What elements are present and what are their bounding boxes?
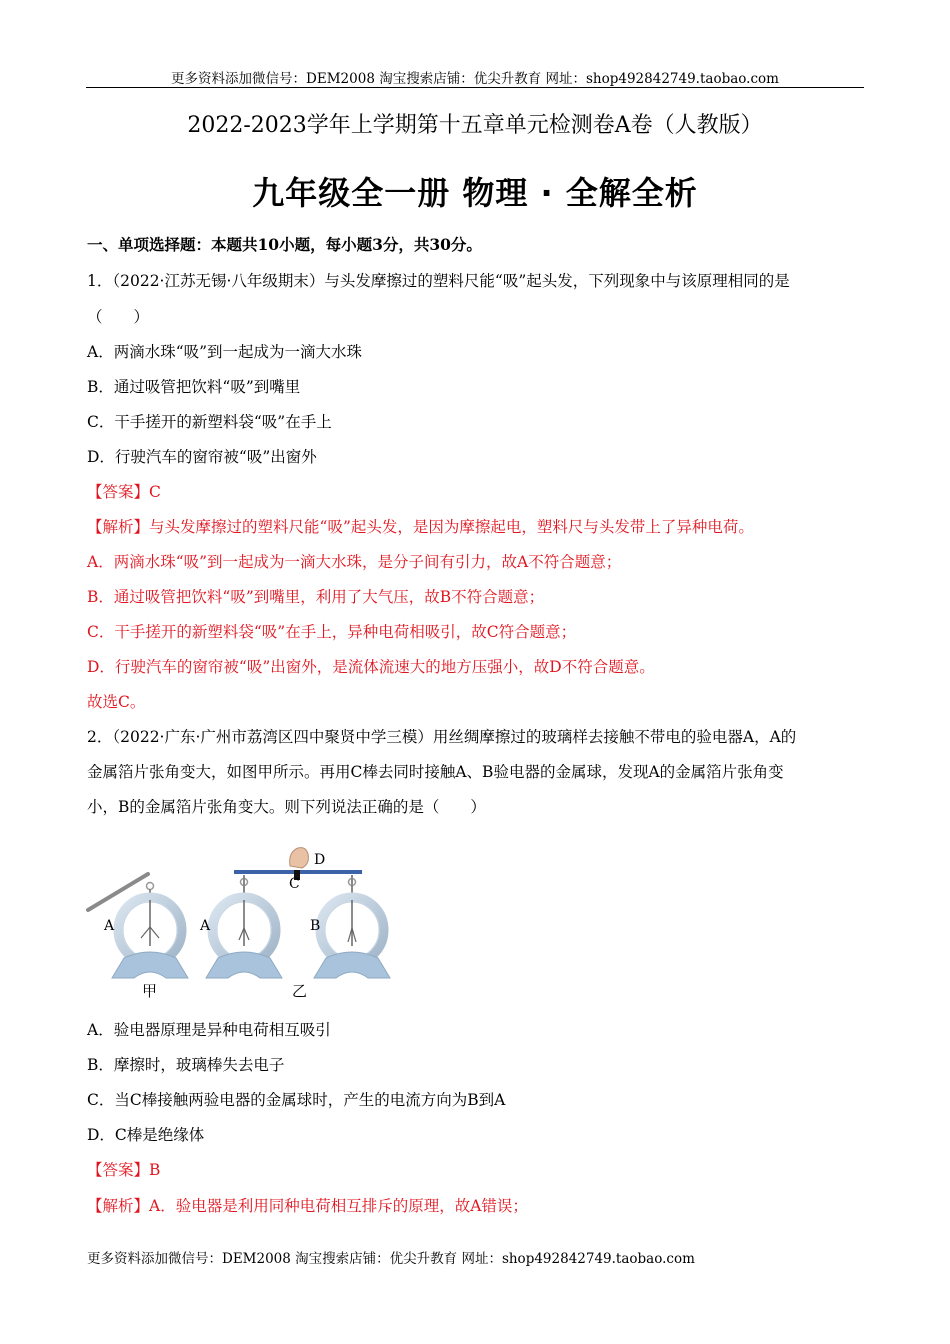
page-footer: 更多资料添加微信号：DEM2008 淘宝搜索店铺：优尖升教育 网址：shop492842749.taobao.com — [87, 1251, 695, 1267]
q1-option-d: D．行驶汽车的窗帘被“吸”出窗外 — [87, 448, 317, 466]
metal-ball — [147, 883, 154, 890]
electroscope-stand — [112, 952, 188, 978]
q1-answer-label: 【答案】 — [87, 483, 150, 501]
caption-yi: 乙 — [292, 982, 308, 1000]
q2-analysis-text: A．验电器是利用同种电荷相互排斥的原理，故A错误； — [149, 1197, 528, 1215]
q2-stem-line1: 2．（2022·广东·广州市荔湾区四中聚贤中学三模）用丝绸摩擦过的玻璃样去接触不带电的验电器A，A的 — [87, 728, 797, 746]
q2-stem-line2: 金属箔片张角变大，如图甲所示。再用C棒去同时接触A、B验电器的金属球，发现A的金属箔片张角变 — [87, 763, 784, 781]
q1-stem-line2: （ ） — [87, 308, 150, 326]
q1-analysis-text: 与头发摩擦过的塑料尺能“吸”起头发，是因为摩擦起电，塑料尺与头发带上了异种电荷。 — [149, 518, 754, 536]
q2-option-a: A．验电器原理是异种电荷相互吸引 — [87, 1021, 331, 1039]
q1-analysis-label: 【解析】 — [87, 518, 150, 536]
q2-option-d: D．C棒是绝缘体 — [87, 1126, 205, 1144]
q1-answer-value: C — [149, 483, 161, 501]
q2-option-b: B．摩擦时，玻璃棒失去电子 — [87, 1056, 285, 1074]
label-a-jia: A — [104, 918, 115, 934]
q1-explain-b: B．通过吸管把饮料“吸”到嘴里，利用了大气压，故B不符合题意； — [87, 588, 545, 606]
q1-option-a: A．两滴水珠“吸”到一起成为一滴大水珠 — [87, 343, 363, 361]
q1-answer — [87, 480, 161, 502]
q2-option-c: C．当C棒接触两验电器的金属球时，产生的电流方向为B到A — [87, 1091, 506, 1109]
q2-analysis — [87, 1194, 528, 1216]
q1-explain-d: D．行驶汽车的窗帘被“吸”出窗外，是流体流速大的地方压强小，故D不符合题意。 — [87, 658, 655, 676]
hand — [290, 848, 309, 868]
q1-explain-a: A．两滴水珠“吸”到一起成为一滴大水珠，是分子间有引力，故A不符合题意； — [87, 553, 622, 571]
label-a-yi: A — [200, 918, 211, 934]
electroscope-yi — [206, 848, 390, 978]
exam-title: 2022-2023学年上学期第十五章单元检测卷A卷（人教版） — [187, 113, 763, 138]
electroscope-jia — [88, 874, 188, 978]
label-d: D — [314, 852, 326, 868]
q1-conclusion: 故选C。 — [87, 693, 146, 711]
q1-analysis — [87, 515, 754, 537]
q1-stem-line1: 1．（2022·江苏无锡·八年级期末）与头发摩擦过的塑料尺能“吸”起头发，下列现象中与该原理相同的是 — [87, 272, 790, 290]
caption-jia: 甲 — [142, 982, 158, 1000]
q1-explain-c: C．干手搓开的新塑料袋“吸”在手上，异种电荷相吸引，故C符合题意； — [87, 623, 577, 641]
label-c: C — [289, 876, 300, 892]
q2-answer-label: 【答案】 — [87, 1161, 150, 1179]
q2-answer — [87, 1158, 160, 1180]
electroscope-figure — [84, 842, 484, 1002]
page-header: 更多资料添加微信号：DEM2008 淘宝搜索店铺：优尖升教育 网址：shop492842749.taobao.com — [171, 71, 779, 87]
q1-option-b: B．通过吸管把饮料“吸”到嘴里 — [87, 378, 301, 396]
section-heading: 一、单项选择题：本题共10小题，每小题3分，共30分。 — [87, 235, 482, 254]
q1-option-c: C．干手搓开的新塑料袋“吸”在手上 — [87, 413, 332, 431]
q2-analysis-label: 【解析】 — [87, 1197, 150, 1215]
label-b: B — [310, 918, 321, 934]
q2-stem-line3: 小，B的金属箔片张角变大。则下列说法正确的是（ ） — [87, 798, 486, 816]
header-divider — [86, 87, 864, 88]
exam-subtitle: 九年级全一册 物理 · 全解全析 — [252, 174, 698, 212]
q2-answer-value: B — [149, 1161, 161, 1179]
